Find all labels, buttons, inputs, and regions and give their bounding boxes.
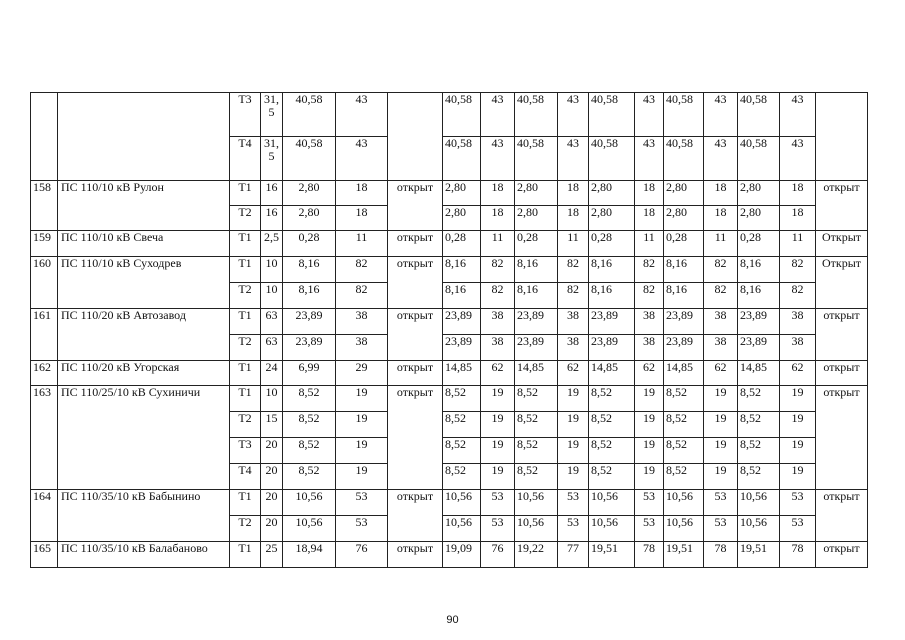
table-cell: 10,56: [443, 490, 481, 516]
table-cell: 18: [558, 206, 589, 231]
table-cell: 82: [780, 257, 816, 283]
table-cell: 10,56: [738, 516, 780, 542]
table-cell: Т3: [230, 93, 261, 137]
table-cell: 20: [261, 516, 283, 542]
table-cell: 31,5: [261, 137, 283, 181]
table-cell: Т2: [230, 412, 261, 438]
table-cell: Т1: [230, 257, 261, 283]
table-cell: 43: [558, 137, 589, 181]
table-cell: 76: [481, 542, 515, 568]
table-cell: 19: [780, 438, 816, 464]
table-cell: 19: [780, 464, 816, 490]
table-cell: 19: [558, 412, 589, 438]
table-cell: 8,52: [589, 412, 635, 438]
table-cell: ПС 110/20 кВ Угорская: [58, 361, 230, 386]
table-cell: 40,58: [515, 93, 558, 137]
table-cell: 8,16: [589, 257, 635, 283]
table-cell: 40,58: [738, 137, 780, 181]
table-cell: 19: [558, 386, 589, 412]
table-row: [31, 490, 868, 516]
table-cell: 53: [704, 490, 738, 516]
table-cell: 8,16: [738, 257, 780, 283]
table-cell: 38: [336, 335, 388, 361]
table-cell: открыт: [816, 181, 868, 231]
table-cell: 40,58: [589, 93, 635, 137]
table-cell: 38: [481, 335, 515, 361]
table-cell: 8,52: [738, 464, 780, 490]
table-cell: 31,5: [261, 93, 283, 137]
table-cell: 8,16: [283, 283, 336, 309]
table-cell: 0,28: [589, 231, 635, 257]
table-cell: 43: [336, 137, 388, 181]
table-cell: 43: [704, 137, 738, 181]
table-cell: 11: [704, 231, 738, 257]
table-cell: 53: [780, 516, 816, 542]
table-cell: 38: [635, 309, 664, 335]
table-cell: 82: [481, 283, 515, 309]
table-cell: 18: [635, 206, 664, 231]
table-cell: 11: [481, 231, 515, 257]
table-cell: 11: [780, 231, 816, 257]
table-cell: 62: [481, 361, 515, 386]
table-cell: 2,80: [664, 181, 704, 206]
table-cell: ПС 110/10 кВ Свеча: [58, 231, 230, 257]
table-cell: 8,52: [515, 386, 558, 412]
table-cell: 82: [336, 257, 388, 283]
table-cell: 10,56: [589, 490, 635, 516]
table-cell: 15: [261, 412, 283, 438]
table-cell: 8,16: [283, 257, 336, 283]
table-cell: 20: [261, 464, 283, 490]
table-cell: 19,51: [738, 542, 780, 568]
table-cell: 19: [635, 464, 664, 490]
table-cell: 164: [31, 490, 58, 542]
table-cell: 78: [635, 542, 664, 568]
table-cell: 19: [558, 438, 589, 464]
table-cell: 8,52: [283, 438, 336, 464]
table-cell: Т1: [230, 490, 261, 516]
table-row: [31, 181, 868, 206]
table-cell: 14,85: [515, 361, 558, 386]
table-row: [31, 542, 868, 568]
table-cell: 82: [780, 283, 816, 309]
table-cell: Т2: [230, 206, 261, 231]
table-cell: 78: [780, 542, 816, 568]
table-cell: Т1: [230, 181, 261, 206]
table-cell: 19: [336, 412, 388, 438]
table-row: [31, 257, 868, 283]
table-cell: 8,52: [664, 464, 704, 490]
table-cell: 23,89: [283, 309, 336, 335]
table-cell: 19: [336, 438, 388, 464]
table-cell: 78: [704, 542, 738, 568]
table-cell: 19,22: [515, 542, 558, 568]
table-cell: 20: [261, 490, 283, 516]
table-cell: 18,94: [283, 542, 336, 568]
table-cell: 38: [558, 335, 589, 361]
page-number: 90: [446, 614, 459, 626]
table-cell: Т2: [230, 335, 261, 361]
table-cell: 18: [780, 206, 816, 231]
table-cell: 23,89: [515, 335, 558, 361]
table-cell: 82: [635, 257, 664, 283]
table-cell: 2,80: [589, 206, 635, 231]
table-cell: 10,56: [515, 516, 558, 542]
table-cell: 0,28: [283, 231, 336, 257]
table-cell: 8,16: [664, 283, 704, 309]
table-cell: 18: [336, 206, 388, 231]
table-cell: 2,80: [283, 181, 336, 206]
table-cell: 19,09: [443, 542, 481, 568]
table-cell: 76: [336, 542, 388, 568]
table-cell: 23,89: [664, 335, 704, 361]
table-cell: 19: [481, 412, 515, 438]
table-cell: 40,58: [283, 137, 336, 181]
table-cell: 43: [481, 137, 515, 181]
table-cell: 38: [481, 309, 515, 335]
table-cell: 82: [336, 283, 388, 309]
table-cell: открыт: [816, 542, 868, 568]
table-cell: 8,52: [589, 464, 635, 490]
table-cell: 19: [704, 412, 738, 438]
table-cell: 53: [481, 490, 515, 516]
table-cell: 2,80: [515, 181, 558, 206]
table-cell: 10,56: [664, 516, 704, 542]
table-cell: 19: [635, 438, 664, 464]
table-cell: 8,52: [283, 464, 336, 490]
table-cell: 165: [31, 542, 58, 568]
table-cell: открыт: [816, 309, 868, 361]
table-cell: 43: [558, 93, 589, 137]
table-cell: 19: [558, 464, 589, 490]
table-cell: 10,56: [589, 516, 635, 542]
table-cell: 8,52: [738, 386, 780, 412]
table-cell: 11: [635, 231, 664, 257]
table-cell: 40,58: [738, 93, 780, 137]
table-row: [31, 386, 868, 412]
table-cell: 8,52: [589, 386, 635, 412]
table-cell: Т1: [230, 309, 261, 335]
table-cell: 8,16: [738, 283, 780, 309]
table-cell: 18: [481, 206, 515, 231]
table-cell: 18: [558, 181, 589, 206]
table-cell: 63: [261, 335, 283, 361]
table-cell: Открыт: [816, 231, 868, 257]
table-cell: 40,58: [589, 137, 635, 181]
table-cell: 63: [261, 309, 283, 335]
table-cell: 16: [261, 206, 283, 231]
table-cell: 82: [558, 257, 589, 283]
table-cell: 43: [780, 93, 816, 137]
table-cell: 40,58: [515, 137, 558, 181]
table-cell: 40,58: [283, 93, 336, 137]
table-cell: 19,51: [664, 542, 704, 568]
table-cell: 82: [704, 257, 738, 283]
table-cell: 2,80: [589, 181, 635, 206]
table-cell: 8,52: [283, 386, 336, 412]
table-cell: 2,80: [738, 181, 780, 206]
table-cell: 8,52: [664, 438, 704, 464]
table-cell: 2,80: [443, 206, 481, 231]
table-cell: 43: [780, 137, 816, 181]
table-cell: 2,80: [664, 206, 704, 231]
table-cell: 10,56: [283, 490, 336, 516]
table-cell: 53: [558, 490, 589, 516]
table-cell: 10,56: [283, 516, 336, 542]
table-cell: 14,85: [738, 361, 780, 386]
table-cell: 8,52: [515, 464, 558, 490]
table-row: [31, 93, 868, 137]
table-cell: 158: [31, 181, 58, 231]
table-cell: 62: [558, 361, 589, 386]
table-cell: 19: [780, 412, 816, 438]
table-cell: ПС 110/35/10 кВ Бабынино: [58, 490, 230, 542]
table-cell: 29: [336, 361, 388, 386]
table-cell: 53: [780, 490, 816, 516]
table-cell: 10,56: [738, 490, 780, 516]
table-cell: 23,89: [283, 335, 336, 361]
table-cell: Т2: [230, 283, 261, 309]
table-cell: 8,52: [589, 438, 635, 464]
table-cell: открыт: [388, 231, 443, 257]
table-cell: открыт: [816, 361, 868, 386]
table-cell: 38: [635, 335, 664, 361]
table-cell: [816, 93, 868, 181]
table-cell: 23,89: [589, 335, 635, 361]
table-cell: 38: [780, 335, 816, 361]
table-cell: 43: [704, 93, 738, 137]
table-cell: 162: [31, 361, 58, 386]
table-cell: 10,56: [664, 490, 704, 516]
table-cell: 38: [780, 309, 816, 335]
table-cell: Т3: [230, 438, 261, 464]
table-cell: открыт: [388, 257, 443, 309]
table-cell: 24: [261, 361, 283, 386]
table-cell: ПС 110/10 кВ Суходрев: [58, 257, 230, 309]
table-cell: 8,52: [443, 412, 481, 438]
table-cell: 8,52: [664, 412, 704, 438]
table-cell: Т1: [230, 361, 261, 386]
table-cell: 2,80: [738, 206, 780, 231]
table-cell: 77: [558, 542, 589, 568]
table-cell: 38: [336, 309, 388, 335]
table-cell: открыт: [388, 490, 443, 542]
table-cell: 19: [481, 464, 515, 490]
table-cell: открыт: [816, 490, 868, 542]
table-cell: 8,52: [443, 386, 481, 412]
table-cell: 8,52: [515, 412, 558, 438]
table-cell: 62: [704, 361, 738, 386]
table-cell: 10,56: [443, 516, 481, 542]
table-cell: 18: [704, 181, 738, 206]
table-cell: 43: [635, 93, 664, 137]
table-cell: 62: [635, 361, 664, 386]
table-cell: 25: [261, 542, 283, 568]
table-cell: 160: [31, 257, 58, 309]
table-cell: 8,16: [589, 283, 635, 309]
table-cell: 8,52: [738, 412, 780, 438]
table-cell: 11: [558, 231, 589, 257]
table-cell: 38: [558, 309, 589, 335]
table-cell: 14,85: [589, 361, 635, 386]
table-cell: открыт: [388, 361, 443, 386]
table-cell: [31, 93, 58, 181]
table-cell: 19: [635, 386, 664, 412]
table-cell: 14,85: [443, 361, 481, 386]
table-cell: 8,16: [515, 283, 558, 309]
table-cell: 19: [635, 412, 664, 438]
table-cell: 8,16: [664, 257, 704, 283]
table-cell: 43: [635, 137, 664, 181]
table-cell: 19: [481, 386, 515, 412]
table-cell: ПС 110/35/10 кВ Балабаново: [58, 542, 230, 568]
table-cell: 20: [261, 438, 283, 464]
table-cell: 8,52: [283, 412, 336, 438]
table-cell: 159: [31, 231, 58, 257]
table-cell: 8,52: [515, 438, 558, 464]
table-cell: 23,89: [738, 309, 780, 335]
table-cell: 8,52: [443, 438, 481, 464]
table-cell: 19: [780, 386, 816, 412]
table-cell: открыт: [816, 386, 868, 490]
table-cell: открыт: [388, 386, 443, 490]
table-cell: 8,16: [515, 257, 558, 283]
table-cell: ПС 110/25/10 кВ Сухиничи: [58, 386, 230, 490]
table-cell: 23,89: [515, 309, 558, 335]
table-cell: 2,80: [443, 181, 481, 206]
table-cell: 40,58: [443, 93, 481, 137]
table-cell: 40,58: [443, 137, 481, 181]
table-cell: 8,16: [443, 283, 481, 309]
table-cell: 18: [336, 181, 388, 206]
table-cell: 10: [261, 386, 283, 412]
table-cell: 10,56: [515, 490, 558, 516]
table-cell: 19,51: [589, 542, 635, 568]
table-row: [31, 309, 868, 335]
table-cell: 18: [704, 206, 738, 231]
table-cell: Т1: [230, 386, 261, 412]
table-cell: 38: [704, 335, 738, 361]
table-cell: 6,99: [283, 361, 336, 386]
table-cell: 19: [481, 438, 515, 464]
table-cell: 2,80: [515, 206, 558, 231]
table-cell: 53: [336, 490, 388, 516]
table-cell: 2,5: [261, 231, 283, 257]
table-cell: Т4: [230, 137, 261, 181]
table-cell: 11: [336, 231, 388, 257]
table-cell: открыт: [388, 542, 443, 568]
table-cell: 19: [336, 464, 388, 490]
table-cell: ПС 110/10 кВ Рулон: [58, 181, 230, 231]
table-cell: открыт: [388, 181, 443, 231]
table-cell: 43: [336, 93, 388, 137]
table-cell: 0,28: [738, 231, 780, 257]
table-cell: 2,80: [283, 206, 336, 231]
table-cell: 23,89: [664, 309, 704, 335]
table-cell: Т4: [230, 464, 261, 490]
table-cell: 82: [635, 283, 664, 309]
table-row: [31, 231, 868, 257]
table-cell: 82: [481, 257, 515, 283]
table-cell: 53: [635, 516, 664, 542]
table-cell: 23,89: [738, 335, 780, 361]
table-cell: 23,89: [443, 335, 481, 361]
table-cell: 23,89: [589, 309, 635, 335]
data-table: [30, 92, 868, 568]
table-cell: ПС 110/20 кВ Автозавод: [58, 309, 230, 361]
table-cell: 19: [704, 386, 738, 412]
table-cell: 0,28: [664, 231, 704, 257]
table-cell: 53: [635, 490, 664, 516]
table-cell: открыт: [388, 309, 443, 361]
table-cell: Т1: [230, 231, 261, 257]
table-cell: 38: [704, 309, 738, 335]
table-cell: 19: [704, 438, 738, 464]
table-cell: Т2: [230, 516, 261, 542]
table-cell: 40,58: [664, 93, 704, 137]
table-cell: 82: [704, 283, 738, 309]
table-cell: 0,28: [443, 231, 481, 257]
table-cell: 82: [558, 283, 589, 309]
table-cell: 163: [31, 386, 58, 490]
table-cell: [58, 93, 230, 181]
table-cell: 40,58: [664, 137, 704, 181]
table-cell: 16: [261, 181, 283, 206]
table-cell: Т1: [230, 542, 261, 568]
table-cell: 14,85: [664, 361, 704, 386]
table-row: [31, 361, 868, 386]
table-cell: 8,52: [738, 438, 780, 464]
table-cell: 62: [780, 361, 816, 386]
table-cell: 19: [704, 464, 738, 490]
table-cell: 19: [336, 386, 388, 412]
table-cell: 18: [481, 181, 515, 206]
table-cell: 8,16: [443, 257, 481, 283]
table-cell: 10: [261, 283, 283, 309]
table-cell: Открыт: [816, 257, 868, 309]
table-cell: 23,89: [443, 309, 481, 335]
table-cell: 53: [336, 516, 388, 542]
table-cell: [388, 93, 443, 181]
table-cell: 0,28: [515, 231, 558, 257]
table-cell: 53: [704, 516, 738, 542]
table-cell: 53: [481, 516, 515, 542]
table-cell: 53: [558, 516, 589, 542]
table-cell: 43: [481, 93, 515, 137]
table-cell: 161: [31, 309, 58, 361]
table-cell: 18: [635, 181, 664, 206]
table-cell: 10: [261, 257, 283, 283]
table-cell: 8,52: [664, 386, 704, 412]
table-body: [31, 93, 868, 568]
table-cell: 8,52: [443, 464, 481, 490]
table-cell: 18: [780, 181, 816, 206]
